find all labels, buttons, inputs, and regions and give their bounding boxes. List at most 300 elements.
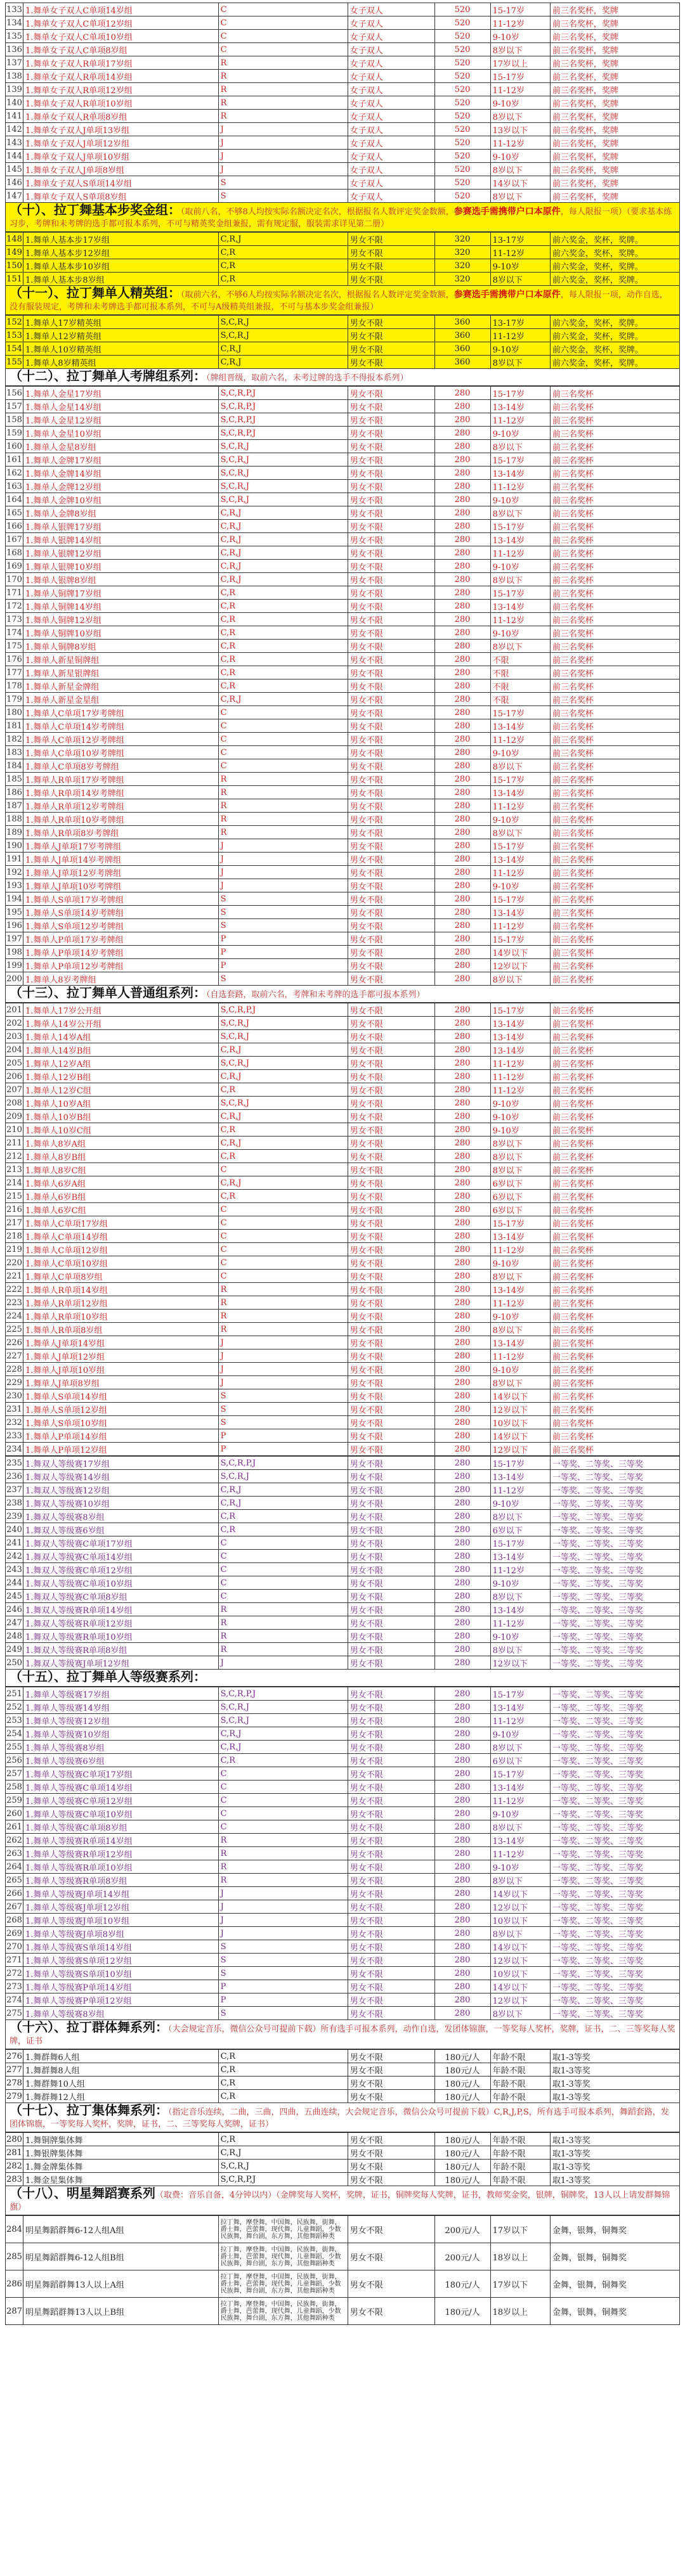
row-number: 280 (6, 2133, 23, 2146)
event-name: 1.舞单人J单项8岁组 (23, 1376, 218, 1389)
event-name: 1.舞单人等级赛17岁组 (23, 1687, 218, 1701)
row-number: 177 (6, 666, 23, 679)
row-number: 223 (6, 1296, 23, 1310)
dance-codes: R (218, 1860, 348, 1874)
awards: 前三名奖杯 (550, 1083, 679, 1097)
row-number: 178 (6, 679, 23, 693)
row-number: 215 (6, 1190, 23, 1203)
row-number: 232 (6, 1416, 23, 1429)
awards: 前三名奖杯 (550, 719, 679, 733)
awards: 前三名奖杯 (550, 413, 679, 427)
event-name: 1.舞单人6岁C组 (23, 1203, 218, 1216)
age-group: 15-17岁 (490, 1216, 550, 1230)
age-group: 15-17岁 (490, 1457, 550, 1470)
event-name: 1.舞单人J单项10岁组 (23, 1363, 218, 1376)
event-name: 1.舞双人等级赛17岁组 (23, 1457, 218, 1470)
dance-codes: J (218, 879, 348, 892)
awards: 前三名奖杯 (550, 1256, 679, 1270)
row-number: 287 (6, 2298, 23, 2325)
table-row (6, 533, 680, 546)
event-name: 1.舞单人6岁A组 (23, 1176, 218, 1190)
awards: 前六奖金，奖杯，奖牌。 (550, 356, 679, 369)
dance-codes: R (218, 83, 348, 96)
dance-codes: S,C,R,P,J (218, 1003, 348, 1017)
table-row (6, 1270, 680, 1283)
event-name: 1.舞单人8岁C组 (23, 1163, 218, 1176)
event-name: 1.舞单人P单项14岁组 (23, 1429, 218, 1443)
row-number: 207 (6, 1083, 23, 1097)
row-number: 135 (6, 30, 23, 43)
dance-codes: C,R (218, 626, 348, 640)
age-group: 9-10岁 (490, 1807, 550, 1820)
awards: 前六奖金，奖杯，奖牌。 (550, 233, 679, 246)
row-number: 138 (6, 70, 23, 83)
fee: 280 (434, 1043, 490, 1057)
section-header (5, 1670, 680, 1687)
gender: 男女不限 (348, 1057, 434, 1070)
dance-codes: P (218, 1993, 348, 2007)
awards: 一等奖、二等奖、三等奖 (550, 1741, 679, 1754)
table-row (6, 233, 680, 246)
dance-codes: S,C,R,J (218, 453, 348, 467)
age-group: 15-17岁 (490, 586, 550, 600)
dance-codes: C,R (218, 640, 348, 653)
gender: 男女不限 (348, 1190, 434, 1203)
fee: 280 (434, 1403, 490, 1416)
table-row (6, 259, 680, 273)
awards: 取1-3等奖 (550, 2146, 679, 2160)
fee: 280 (434, 1323, 490, 1336)
gender: 男女不限 (348, 1767, 434, 1781)
table-row (6, 1954, 680, 1967)
age-group: 9-10岁 (490, 259, 550, 273)
gender: 男女不限 (348, 1470, 434, 1483)
gender: 男女不限 (348, 1137, 434, 1150)
row-number: 199 (6, 959, 23, 972)
gender: 男女不限 (348, 1123, 434, 1137)
table-row (6, 693, 680, 706)
age-group: 8岁以下 (490, 573, 550, 586)
event-name: 明星舞蹈群舞13人以上B组 (23, 2298, 218, 2325)
age-group: 8岁以下 (490, 1590, 550, 1603)
fee: 200元/人 (434, 2243, 490, 2270)
row-number: 190 (6, 839, 23, 853)
row-number: 260 (6, 1807, 23, 1820)
fee: 280 (434, 1230, 490, 1243)
dance-codes: R (218, 1323, 348, 1336)
table-row (6, 520, 680, 533)
age-group: 8岁以下 (490, 640, 550, 653)
row-number: 214 (6, 1176, 23, 1190)
awards: 一等奖、二等奖、三等奖 (550, 1927, 679, 1940)
awards: 前三名奖杯 (550, 573, 679, 586)
age-group: 8岁以下 (490, 356, 550, 369)
event-name: 1.舞单人S单项12岁组 (23, 1403, 218, 1416)
fee: 280 (434, 1176, 490, 1190)
dance-codes: S (218, 176, 348, 190)
awards: 前三名奖杯 (550, 1190, 679, 1203)
table-row (6, 356, 680, 369)
awards: 一等奖、二等奖、三等奖 (550, 1860, 679, 1874)
event-name: 1.舞单人金牌8岁组 (23, 506, 218, 520)
dance-codes: R (218, 70, 348, 83)
fee: 280 (434, 1243, 490, 1256)
gender: 男女不限 (348, 866, 434, 879)
dance-codes: S (218, 1389, 348, 1403)
awards: 取1-3等奖 (550, 2050, 679, 2063)
awards: 前三名奖杯 (550, 706, 679, 719)
gender: 男女不限 (348, 1656, 434, 1670)
gender: 男女不限 (348, 1834, 434, 1847)
dance-codes: C (218, 1807, 348, 1820)
age-group: 6岁以下 (490, 1754, 550, 1767)
row-number: 257 (6, 1767, 23, 1781)
age-group: 17岁以下 (490, 2270, 550, 2298)
event-name: 1.舞单人R单项14岁组 (23, 1283, 218, 1296)
fee: 280 (434, 1940, 490, 1954)
gender: 男女不限 (348, 586, 434, 600)
fee: 280 (434, 1083, 490, 1097)
gender: 女子双人 (348, 136, 434, 150)
awards: 前三名奖杯，奖牌 (550, 56, 679, 70)
awards: 前三名奖杯 (550, 1030, 679, 1043)
age-group: 不限 (490, 693, 550, 706)
gender: 男女不限 (348, 1457, 434, 1470)
age-group: 11-12岁 (490, 1847, 550, 1860)
fee: 280 (434, 1820, 490, 1834)
dance-codes: C,R,J (218, 233, 348, 246)
row-number: 191 (6, 853, 23, 866)
age-group: 15-17岁 (490, 520, 550, 533)
gender: 男女不限 (348, 2063, 434, 2077)
event-name: 1.舞单人C单项10岁组 (23, 1256, 218, 1270)
gender: 男女不限 (348, 1603, 434, 1616)
event-name: 1.舞单人等级赛J单项14岁组 (23, 1887, 218, 1900)
fee: 280 (434, 440, 490, 453)
row-number: 148 (6, 233, 23, 246)
table-row (6, 1497, 680, 1510)
table-row (6, 413, 680, 427)
fee: 180元/人 (434, 2146, 490, 2160)
awards: 一等奖、二等奖、三等奖 (550, 1563, 679, 1576)
event-name: 1.舞单人J单项10岁考牌组 (23, 879, 218, 892)
table-row (6, 1403, 680, 1416)
table-row (6, 746, 680, 759)
section-note: （自选套路，取前六名，考牌和未考牌的选手都可报本系列） (206, 990, 425, 1000)
awards: 前三名奖杯 (550, 600, 679, 613)
dance-codes: C,R (218, 613, 348, 626)
fee: 280 (434, 1980, 490, 1993)
gender: 男女不限 (348, 1150, 434, 1163)
event-name: 1.舞单人12岁B组 (23, 1070, 218, 1083)
dance-codes: C,R,J (218, 560, 348, 573)
table-row (6, 1914, 680, 1927)
row-number: 183 (6, 746, 23, 759)
age-group: 年龄不限 (490, 2133, 550, 2146)
gender: 男女不限 (348, 1874, 434, 1887)
gender: 男女不限 (348, 1416, 434, 1429)
awards: 前三名奖杯 (550, 480, 679, 493)
event-name: 1.舞单人10岁C组 (23, 1123, 218, 1137)
row-number: 243 (6, 1563, 23, 1576)
event-name: 1.舞单人R单项10岁考牌组 (23, 813, 218, 826)
awards: 前三名奖杯，奖牌 (550, 43, 679, 56)
fee: 180元/人 (434, 2298, 490, 2325)
row-number: 142 (6, 123, 23, 136)
table-row (6, 853, 680, 866)
age-group: 9-10岁 (490, 96, 550, 110)
awards: 前三名奖杯 (550, 932, 679, 946)
dance-codes: C (218, 1536, 348, 1550)
row-number: 164 (6, 493, 23, 506)
awards: 一等奖、二等奖、三等奖 (550, 1714, 679, 1727)
awards: 前三名奖杯，奖牌 (550, 150, 679, 163)
table-row (6, 2063, 680, 2077)
event-name: 1.舞单人J单项14岁考牌组 (23, 853, 218, 866)
row-number: 205 (6, 1057, 23, 1070)
table-row (6, 16, 680, 30)
dance-codes: C (218, 1563, 348, 1576)
event-name: 1.舞单人12岁精英组 (23, 329, 218, 342)
row-number: 195 (6, 906, 23, 919)
dance-codes: S (218, 190, 348, 203)
age-group: 15-17岁 (490, 1536, 550, 1550)
gender: 男女不限 (348, 1363, 434, 1376)
event-name: 1.舞单人银牌8岁组 (23, 573, 218, 586)
row-number: 253 (6, 1714, 23, 1727)
section-header (5, 369, 680, 386)
table-row (6, 2007, 680, 2020)
table-row (6, 1630, 680, 1643)
gender: 男女不限 (348, 1283, 434, 1296)
age-group: 11-12岁 (490, 1057, 550, 1070)
section-header (5, 2103, 680, 2132)
fee: 280 (434, 679, 490, 693)
gender: 男女不限 (348, 1216, 434, 1230)
event-name: 1.舞单人C单项14岁组 (23, 1230, 218, 1243)
dance-codes: J (218, 1656, 348, 1670)
gender: 男女不限 (348, 1781, 434, 1794)
dance-codes: P (218, 959, 348, 972)
event-name: 1.舞单人10岁A组 (23, 1097, 218, 1110)
event-name: 1.舞单人铜牌10岁组 (23, 626, 218, 640)
gender: 男女不限 (348, 246, 434, 259)
awards: 前三名奖杯 (550, 1043, 679, 1057)
awards: 前三名奖杯 (550, 1336, 679, 1349)
section-table (5, 315, 680, 369)
dance-codes: S (218, 2007, 348, 2020)
gender: 男女不限 (348, 1727, 434, 1741)
age-group: 11-12岁 (490, 329, 550, 342)
age-group: 15-17岁 (490, 1003, 550, 1017)
age-group: 14岁以下 (490, 946, 550, 959)
event-name: 1.舞单女子双人R单项8岁组 (23, 110, 218, 123)
awards: 前三名奖杯 (550, 866, 679, 879)
table-row (6, 506, 680, 520)
age-group: 13-14岁 (490, 853, 550, 866)
table-row (6, 1993, 680, 2007)
fee: 520 (434, 70, 490, 83)
awards: 前三名奖杯，奖牌 (550, 110, 679, 123)
dance-codes: R (218, 1296, 348, 1310)
table-row (6, 387, 680, 400)
age-group: 13-14岁 (490, 467, 550, 480)
event-name: 1.舞单女子双人J单项10岁组 (23, 150, 218, 163)
gender: 男女不限 (348, 1563, 434, 1576)
dance-codes: J (218, 123, 348, 136)
age-group: 18岁以上 (490, 2298, 550, 2325)
awards: 前三名奖杯 (550, 1429, 679, 1443)
event-name: 1.舞单人等级赛C单项17岁组 (23, 1767, 218, 1781)
dance-codes: C (218, 3, 348, 16)
row-number: 137 (6, 56, 23, 70)
dance-codes: C (218, 1243, 348, 1256)
row-number: 245 (6, 1590, 23, 1603)
dance-codes: C,R (218, 1510, 348, 1523)
awards: 前三名奖杯 (550, 1110, 679, 1123)
fee: 280 (434, 1590, 490, 1603)
gender: 女子双人 (348, 16, 434, 30)
age-group: 10岁以下 (490, 1914, 550, 1927)
age-group: 9-10岁 (490, 1097, 550, 1110)
event-name: 1.舞单人金牌14岁组 (23, 467, 218, 480)
event-name: 1.舞单女子双人S单项8岁组 (23, 190, 218, 203)
event-name: 1.舞单人S单项17岁考牌组 (23, 892, 218, 906)
event-name: 1.舞单人等级赛R单项14岁组 (23, 1834, 218, 1847)
event-name: 1.舞单人R单项8岁组 (23, 1323, 218, 1336)
fee: 280 (434, 1656, 490, 1670)
fee: 280 (434, 640, 490, 653)
gender: 男女不限 (348, 1616, 434, 1630)
table-row (6, 1940, 680, 1954)
fee: 280 (434, 1767, 490, 1781)
event-name: 1.舞单人金牌12岁组 (23, 480, 218, 493)
table-row (6, 586, 680, 600)
event-name: 1.舞双人等级赛8岁组 (23, 1510, 218, 1523)
awards: 前三名奖杯，奖牌 (550, 3, 679, 16)
age-group: 不限 (490, 666, 550, 679)
awards: 前三名奖杯 (550, 533, 679, 546)
age-group: 13-14岁 (490, 786, 550, 799)
fee: 280 (434, 1576, 490, 1590)
row-number: 210 (6, 1123, 23, 1137)
table-row (6, 2090, 680, 2103)
gender: 男女不限 (348, 1900, 434, 1914)
dance-codes: C (218, 1216, 348, 1230)
event-name: 1.舞单人R单项12岁组 (23, 1296, 218, 1310)
fee: 280 (434, 1057, 490, 1070)
gender: 男女不限 (348, 892, 434, 906)
age-group: 13-14岁 (490, 1470, 550, 1483)
row-number: 255 (6, 1741, 23, 1754)
age-group: 13-14岁 (490, 1781, 550, 1794)
event-name: 1.舞单人金星17岁组 (23, 387, 218, 400)
table-row (6, 1701, 680, 1714)
fee: 280 (434, 1563, 490, 1576)
row-number: 200 (6, 972, 23, 986)
awards: 一等奖、二等奖、三等奖 (550, 1940, 679, 1954)
row-number: 152 (6, 316, 23, 329)
awards: 前三名奖杯 (550, 972, 679, 986)
awards: 前三名奖杯 (550, 1203, 679, 1216)
age-group: 9-10岁 (490, 1630, 550, 1643)
age-group: 17岁以上 (490, 56, 550, 70)
event-name: 明星舞蹈群舞13人以上A组 (23, 2270, 218, 2298)
gender: 男女不限 (348, 786, 434, 799)
gender: 男女不限 (348, 2298, 434, 2325)
gender: 男女不限 (348, 427, 434, 440)
age-group: 15-17岁 (490, 1687, 550, 1701)
table-row (6, 799, 680, 813)
table-row (6, 1523, 680, 1536)
gender: 男女不限 (348, 879, 434, 892)
fee: 280 (434, 972, 490, 986)
table-row (6, 493, 680, 506)
table-row (6, 70, 680, 83)
fee: 320 (434, 273, 490, 286)
event-name: 1.舞单人P单项12岁组 (23, 1443, 218, 1456)
event-name: 1.舞单人等级赛C单项10岁组 (23, 1807, 218, 1820)
row-number: 273 (6, 1980, 23, 1993)
awards: 一等奖、二等奖、三等奖 (550, 1576, 679, 1590)
dance-codes: C,R,J (218, 1483, 348, 1497)
gender: 男女不限 (348, 1336, 434, 1349)
table-row (6, 1389, 680, 1403)
age-group: 11-12岁 (490, 413, 550, 427)
gender: 男女不限 (348, 1097, 434, 1110)
row-number: 246 (6, 1603, 23, 1616)
event-name: 1.舞单人S单项12岁考牌组 (23, 919, 218, 932)
gender: 男女不限 (348, 1630, 434, 1643)
age-group: 11-12岁 (490, 1794, 550, 1807)
fee: 280 (434, 493, 490, 506)
row-number: 141 (6, 110, 23, 123)
fee: 280 (434, 1163, 490, 1176)
row-number: 274 (6, 1993, 23, 2007)
event-name: 1.舞单人等级赛8岁组 (23, 1741, 218, 1754)
awards: 一等奖、二等奖、三等奖 (550, 1550, 679, 1563)
event-name: 1.舞单人C单项8岁组 (23, 1270, 218, 1283)
table-row (6, 1030, 680, 1043)
age-group: 13-14岁 (490, 1030, 550, 1043)
awards: 前三名奖杯 (550, 799, 679, 813)
awards: 前三名奖杯 (550, 853, 679, 866)
table-row (6, 733, 680, 746)
awards: 前三名奖杯 (550, 387, 679, 400)
awards: 一等奖、二等奖、三等奖 (550, 1603, 679, 1616)
fee: 520 (434, 136, 490, 150)
dance-codes: R (218, 110, 348, 123)
table-row (6, 1296, 680, 1310)
section-table (5, 232, 680, 286)
gender: 男女不限 (348, 1523, 434, 1536)
awards: 一等奖、二等奖、三等奖 (550, 1590, 679, 1603)
row-number: 202 (6, 1017, 23, 1030)
row-number: 286 (6, 2270, 23, 2298)
row-number: 144 (6, 150, 23, 163)
event-name: 1.舞双人等级赛C单项12岁组 (23, 1563, 218, 1576)
fee: 280 (434, 1954, 490, 1967)
event-name: 1.舞双人等级赛6岁组 (23, 1523, 218, 1536)
gender: 男女不限 (348, 1927, 434, 1940)
age-group: 8岁以下 (490, 972, 550, 986)
event-name: 1.舞单人等级赛P单项14岁组 (23, 1980, 218, 1993)
dance-codes: C (218, 1820, 348, 1834)
fee: 280 (434, 467, 490, 480)
dance-codes: C,R,J (218, 533, 348, 546)
fee: 280 (434, 573, 490, 586)
awards: 一等奖、二等奖、三等奖 (550, 1820, 679, 1834)
